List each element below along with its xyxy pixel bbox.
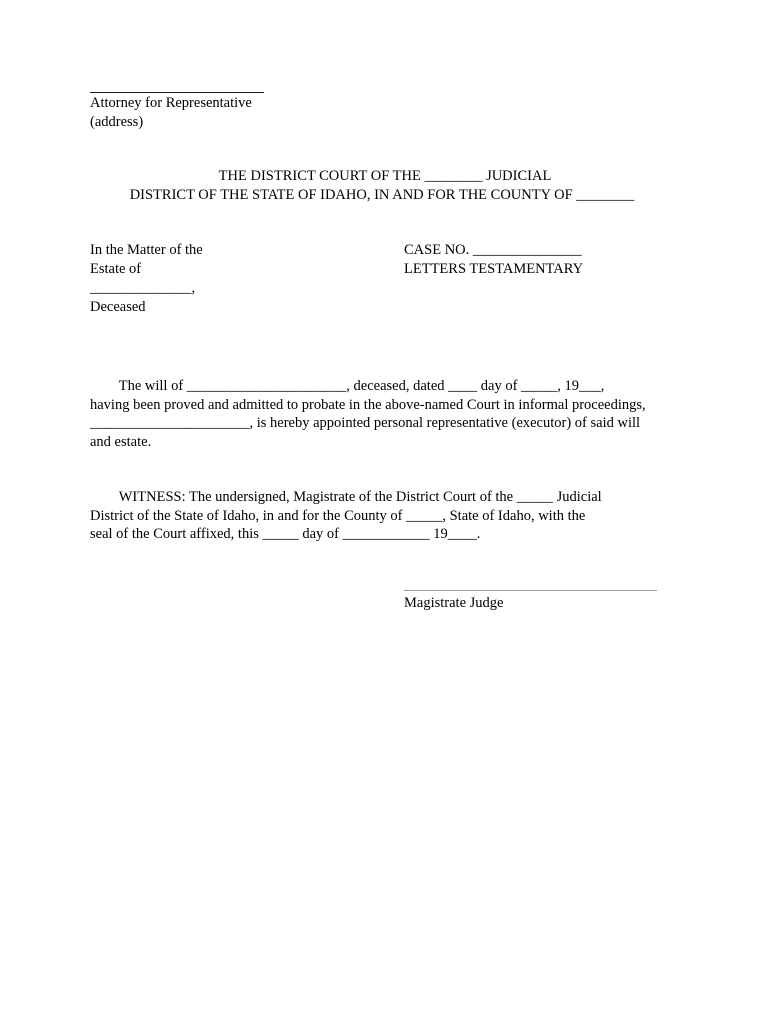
paragraph-line: District of the State of Idaho, in and for the County of _____, State of Idaho, with the	[90, 507, 586, 524]
court-heading-line-2: DISTRICT OF THE STATE OF IDAHO, IN AND FOR THE COUNTY OF ________	[129, 187, 635, 203]
document-body	[90, 92, 674, 613]
caption-decedent-name-blank: ______________,	[90, 280, 196, 296]
signature-block	[90, 590, 674, 613]
caption-estate-of: Estate of	[90, 261, 142, 277]
paragraph-line: The will of ______________________, deceased, dated ____ day of _____, 19___,	[90, 378, 605, 394]
caption-case-number: CASE NO. _______________	[404, 242, 582, 258]
attorney-signature-rule	[90, 92, 264, 93]
judge-signature-rule	[404, 590, 657, 591]
paragraph-line: WITNESS: The undersigned, Magistrate of the District Court of the _____ Judicial	[90, 488, 602, 505]
magistrate-judge-label: Magistrate Judge	[404, 594, 504, 611]
caption-deceased-label: Deceased	[90, 299, 146, 315]
paragraph-will-appointment	[90, 377, 674, 452]
caption-left-column	[90, 241, 390, 317]
attorney-for-representative-label: Attorney for Representative	[90, 95, 252, 111]
caption-in-the-matter-of-the: In the Matter of the	[90, 242, 203, 258]
paragraph-witness-clause	[90, 488, 674, 544]
court-heading	[90, 167, 674, 205]
caption-right-column	[404, 241, 674, 279]
paragraph-line: and estate.	[90, 434, 152, 451]
court-heading-line-1: THE DISTRICT COURT OF THE ________ JUDICIAL	[218, 168, 552, 184]
paragraph-line: seal of the Court affixed, this _____ day of ____________ 19____.	[90, 526, 481, 543]
case-caption	[90, 241, 674, 333]
paragraph-line: ______________________, is hereby appointed personal representative (executor) of said will	[90, 415, 641, 432]
attorney-address-label: (address)	[90, 114, 144, 130]
attorney-block	[90, 92, 674, 132]
document-title-letters-testamentary: LETTERS TESTAMENTARY	[404, 261, 584, 277]
paragraph-line: having been proved and admitted to probate in the above-named Court in informal proceedings,	[90, 396, 646, 413]
